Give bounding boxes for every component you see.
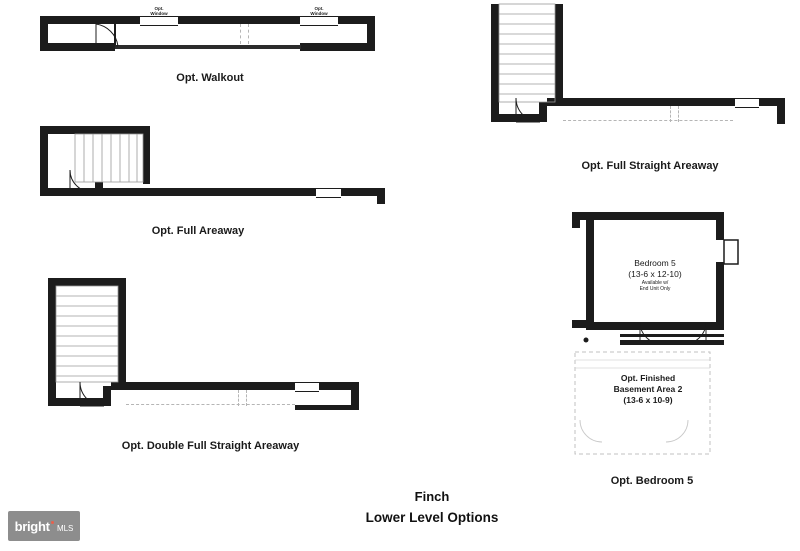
wall-segment <box>572 212 580 228</box>
bright-mls-watermark <box>8 511 80 541</box>
wall-segment <box>594 322 724 330</box>
caption-opt-full-straight-areaway: Opt. Full Straight Areaway <box>581 160 719 172</box>
wall-segment <box>48 278 126 286</box>
hidden-line <box>678 106 679 122</box>
room-label-bedroom-5: Bedroom 5 (13-6 x 12-10) Available w/ End Unit Only <box>628 258 682 292</box>
wall-segment <box>377 188 385 204</box>
hidden-line <box>248 24 249 44</box>
window-opening <box>300 16 338 26</box>
wall-segment <box>118 278 126 386</box>
hidden-line <box>238 390 239 406</box>
wall-segment <box>40 43 115 51</box>
wall-segment <box>716 262 724 330</box>
page-title: Finch <box>414 489 450 504</box>
wall-segment <box>555 4 563 102</box>
hidden-line <box>670 106 671 122</box>
hidden-line <box>563 120 733 121</box>
page-subtitle: Lower Level Options <box>365 510 499 525</box>
watermark-suffix: MLS <box>56 523 74 533</box>
wall-segment <box>111 382 359 390</box>
wall-segment <box>48 278 56 406</box>
wall-segment <box>572 212 724 220</box>
wall-segment <box>491 114 539 122</box>
watermark-dot-icon <box>51 521 54 524</box>
room-label-finished-basement-area-2: Opt. Finished Basement Area 2 (13-6 x 10-9) <box>613 373 683 405</box>
wall-segment <box>40 126 48 196</box>
hidden-line <box>126 404 295 405</box>
wall-segment <box>300 43 375 51</box>
watermark-brand: bright <box>14 518 50 534</box>
window-opening <box>316 188 341 198</box>
caption-opt-double-full-straight-areaway: Opt. Double Full Straight Areaway <box>121 440 300 452</box>
wall-segment <box>777 98 785 124</box>
wall-segment <box>295 405 359 410</box>
wall-segment <box>572 320 594 328</box>
hidden-line <box>246 390 247 406</box>
wall-segment <box>103 188 385 196</box>
window-opening <box>295 382 319 392</box>
caption-opt-full-areaway: Opt. Full Areaway <box>151 225 245 237</box>
window-opening <box>735 98 759 108</box>
wall-segment <box>40 188 95 196</box>
wall-segment <box>716 212 724 240</box>
annotation-window-left: Opt. Window <box>150 6 168 16</box>
wall-segment <box>586 220 594 330</box>
window-opening <box>140 16 178 26</box>
wall-segment <box>115 45 301 49</box>
caption-opt-bedroom-5: Opt. Bedroom 5 <box>610 475 694 487</box>
wall-segment <box>40 126 150 134</box>
wall-segment <box>620 340 724 345</box>
wall-segment <box>620 334 724 337</box>
wall-segment <box>103 386 111 406</box>
caption-opt-walkout: Opt. Walkout <box>176 72 244 84</box>
annotation-window-right: Opt. Window <box>310 6 328 16</box>
wall-segment <box>95 182 103 196</box>
wall-segment <box>539 102 547 122</box>
wall-segment <box>491 4 499 122</box>
wall-segment <box>143 126 150 184</box>
hidden-line <box>240 24 241 44</box>
wall-segment <box>48 398 103 406</box>
